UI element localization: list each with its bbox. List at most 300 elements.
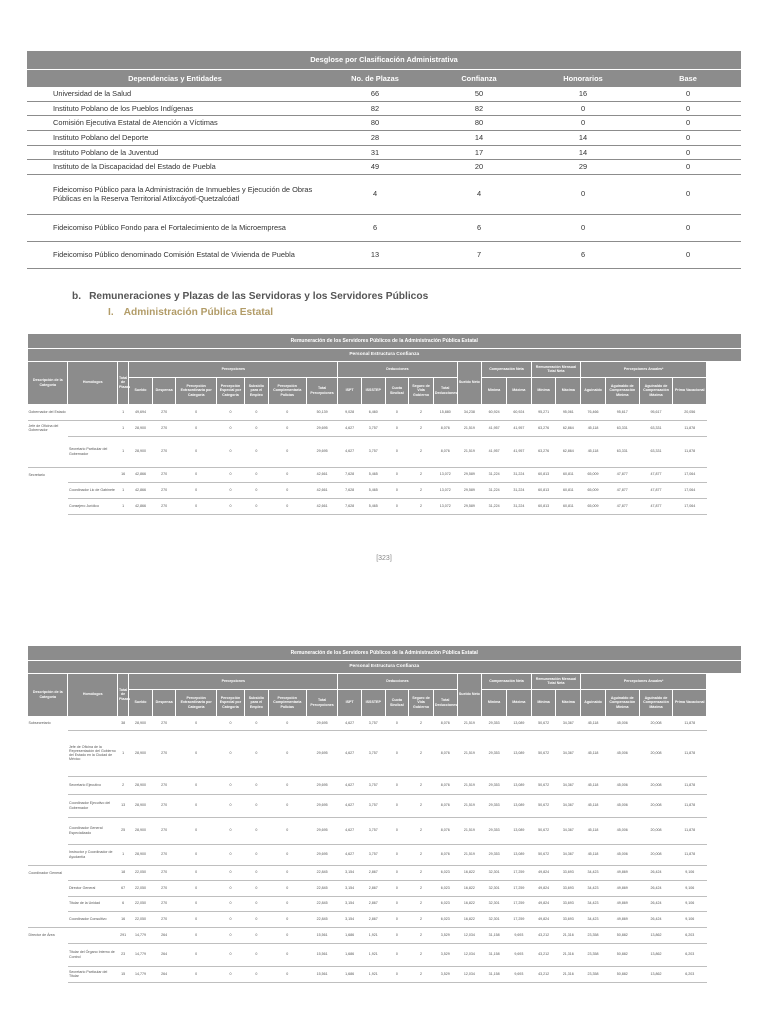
column-header: Sueldo xyxy=(129,377,153,404)
cell-value: 49,869 xyxy=(605,880,639,896)
cell-value: 13,089 xyxy=(506,730,531,776)
cell-value: 28,900 xyxy=(129,844,153,865)
cell-value: 47,877 xyxy=(639,467,673,482)
cell-value: 3,757 xyxy=(361,436,385,467)
column-header: Homólogos xyxy=(68,673,117,716)
cell-value: 95,061 xyxy=(556,404,581,420)
cell-value: 0 xyxy=(176,817,216,844)
cell-value: 41,957 xyxy=(482,420,507,436)
cell-value: 0 xyxy=(268,482,306,498)
cell-value: 2,867 xyxy=(361,865,385,880)
cell-value: 2,867 xyxy=(361,896,385,911)
cell-value: 0 xyxy=(245,482,269,498)
page-number: [323] xyxy=(376,555,392,562)
category-description xyxy=(28,911,68,927)
total-plazas: 25 xyxy=(117,817,128,844)
homologo: Jefe de Oficina de la Representación del Gobierno del Estado en la Ciudad de México xyxy=(68,730,117,776)
cell-value: 20,008 xyxy=(639,844,673,865)
cell-value: 17,259 xyxy=(506,865,531,880)
table-row xyxy=(28,865,742,880)
cell-value: 0 xyxy=(268,943,306,966)
cell-value: 2 xyxy=(409,404,434,420)
cell-value: 0 xyxy=(385,716,409,730)
cell-value: 0 xyxy=(245,911,269,927)
cell-value: 0 xyxy=(176,911,216,927)
group-header: Percepciones Anuales* xyxy=(581,673,707,689)
cell-value: 21,519 xyxy=(457,420,482,436)
cell-value: 0 xyxy=(245,730,269,776)
cell-value: 3,154 xyxy=(338,865,362,880)
cell-value: 2 xyxy=(409,966,434,982)
cell-value: 22,050 xyxy=(129,896,153,911)
cell-value: 14,779 xyxy=(129,927,153,943)
cell-value: 41,957 xyxy=(506,420,531,436)
cell-value: 34,367 xyxy=(556,716,581,730)
cell-value: 0 xyxy=(635,174,741,214)
cell-value: 0 xyxy=(268,880,306,896)
cell-value: 17,064 xyxy=(673,498,707,514)
cell-value: 20,008 xyxy=(639,776,673,794)
cell-value: 0 xyxy=(245,498,269,514)
cell-value: 33,693 xyxy=(556,865,581,880)
cell-value: 50,139 xyxy=(306,404,337,420)
cell-value: 33,693 xyxy=(556,880,581,896)
cell-value: 20,008 xyxy=(639,716,673,730)
cell-value: 29,589 xyxy=(457,482,482,498)
column-header: Total Deducciones xyxy=(433,377,457,404)
cell-value: 2 xyxy=(409,896,434,911)
cell-value: 20,008 xyxy=(639,817,673,844)
cell-value: 264 xyxy=(152,927,176,943)
table-row xyxy=(28,927,742,943)
homologo xyxy=(68,467,117,482)
cell-value: 82 xyxy=(323,101,427,116)
payroll-caption: Remuneración de los Servidores Públicos de la Administración Pública Estatal xyxy=(28,646,742,660)
cell-value: 50,672 xyxy=(531,794,556,817)
cell-value: 45,006 xyxy=(605,716,639,730)
classification-body xyxy=(27,87,741,268)
column-header: Prima Vacacional xyxy=(673,689,707,716)
category-description: Gobernador del Estado xyxy=(28,404,68,420)
cell-value: 21,519 xyxy=(457,817,482,844)
cell-value: 60,811 xyxy=(556,498,581,514)
cell-value: 50,882 xyxy=(605,966,639,982)
cell-value: 0 xyxy=(176,966,216,982)
cell-value: 43,212 xyxy=(531,943,556,966)
cell-value: 60,811 xyxy=(556,467,581,482)
cell-value: 28 xyxy=(323,130,427,145)
cell-value: 270 xyxy=(152,716,176,730)
cell-value: 29,353 xyxy=(482,794,507,817)
cell-value: 32,301 xyxy=(482,911,507,927)
cell-value: 9,028 xyxy=(338,404,362,420)
column-header: Subsidio para el Empleo xyxy=(245,689,269,716)
table-row xyxy=(28,844,742,865)
payroll-caption-row xyxy=(28,334,742,348)
payroll-body-2 xyxy=(28,716,742,982)
column-header: Total Deducciones xyxy=(433,689,457,716)
cell-value: 11,878 xyxy=(673,420,707,436)
total-plazas: 1 xyxy=(117,482,128,498)
cell-value: 45,006 xyxy=(605,794,639,817)
cell-value: 22,845 xyxy=(306,880,337,896)
category-description xyxy=(28,436,68,467)
table-row xyxy=(28,420,742,436)
cell-value: 26,424 xyxy=(639,865,673,880)
cell-value: 7,628 xyxy=(338,482,362,498)
cell-value: 28,900 xyxy=(129,794,153,817)
payroll-column-row xyxy=(28,377,742,404)
payroll-head xyxy=(28,334,742,404)
cell-value: 42,661 xyxy=(306,498,337,514)
cell-value: 60,924 xyxy=(482,404,507,420)
table-row xyxy=(28,911,742,927)
group-header: Compensación Neta xyxy=(482,673,531,689)
cell-value: 4 xyxy=(323,174,427,214)
cell-value: 0 xyxy=(216,498,244,514)
column-header: Percepción Especial por Categoría xyxy=(216,689,244,716)
cell-value: 4,627 xyxy=(338,794,362,817)
cell-value: 6 xyxy=(427,214,531,241)
cell-value: 66 xyxy=(323,87,427,101)
payroll-head xyxy=(28,646,742,716)
cell-value: 0 xyxy=(216,436,244,467)
column-header: Confianza xyxy=(427,69,531,87)
category-description: Coordinador General xyxy=(28,865,68,880)
cell-value: 13 xyxy=(323,241,427,268)
cell-value: 0 xyxy=(176,498,216,514)
column-header: Cuota Sindical xyxy=(385,377,409,404)
cell-value: 28,900 xyxy=(129,776,153,794)
cell-value: 29,353 xyxy=(482,716,507,730)
homologo: Coordinador General Especializado xyxy=(68,817,117,844)
homologo xyxy=(68,420,117,436)
cell-value: 0 xyxy=(385,927,409,943)
cell-value: 11,878 xyxy=(673,844,707,865)
column-header: Despensa xyxy=(152,689,176,716)
cell-value: 270 xyxy=(152,730,176,776)
cell-value: 15,561 xyxy=(306,943,337,966)
section-heading-i-label: I. xyxy=(108,307,114,318)
cell-value: 0 xyxy=(245,880,269,896)
payroll-subcaption-row xyxy=(28,348,742,361)
cell-value: 3,154 xyxy=(338,880,362,896)
cell-value: 8,076 xyxy=(433,794,457,817)
total-plazas: 18 xyxy=(117,865,128,880)
cell-value: 13,862 xyxy=(639,966,673,982)
cell-value: 6,023 xyxy=(433,911,457,927)
cell-value: 60,811 xyxy=(556,482,581,498)
column-header: Aguinaldo de Compensación Mínima xyxy=(605,689,639,716)
cell-value: 16,822 xyxy=(457,865,482,880)
cell-value: 0 xyxy=(245,404,269,420)
cell-value: 2 xyxy=(409,776,434,794)
column-header: ISSSTEP xyxy=(361,377,385,404)
group-header: Remuneración Mensual Total Neta xyxy=(531,673,580,689)
cell-value: 11,878 xyxy=(673,436,707,467)
cell-value: 49,694 xyxy=(129,404,153,420)
cell-value: 0 xyxy=(531,174,635,214)
homologo: Consejero Jurídico xyxy=(68,498,117,514)
cell-value: 34,423 xyxy=(581,865,606,880)
cell-value: 0 xyxy=(245,817,269,844)
cell-value: 0 xyxy=(216,482,244,498)
cell-value: 12,034 xyxy=(457,943,482,966)
table-row xyxy=(27,214,741,241)
cell-value: 0 xyxy=(176,716,216,730)
cell-value: 1,921 xyxy=(361,966,385,982)
cell-value: 21,519 xyxy=(457,776,482,794)
cell-value: 60,813 xyxy=(531,467,556,482)
cell-value: 29 xyxy=(531,160,635,175)
cell-value: 63,331 xyxy=(639,436,673,467)
cell-value: 3,757 xyxy=(361,730,385,776)
category-description xyxy=(28,880,68,896)
cell-value: 14,779 xyxy=(129,966,153,982)
homologo: Titular de la Unidad xyxy=(68,896,117,911)
cell-value: 31,224 xyxy=(482,498,507,514)
cell-value: 3,757 xyxy=(361,817,385,844)
payroll-group-row xyxy=(28,361,742,377)
cell-value: 0 xyxy=(268,467,306,482)
cell-value: 26,424 xyxy=(639,911,673,927)
cell-value: 0 xyxy=(176,420,216,436)
cell-value: 5,465 xyxy=(361,498,385,514)
cell-value: 3,154 xyxy=(338,896,362,911)
cell-value: 0 xyxy=(635,160,741,175)
cell-value: 45,118 xyxy=(581,794,606,817)
table-row xyxy=(27,241,741,268)
cell-value: 31,224 xyxy=(506,498,531,514)
cell-value: 21,519 xyxy=(457,436,482,467)
cell-value: 62,864 xyxy=(556,420,581,436)
total-plazas: 6 xyxy=(117,896,128,911)
cell-value: 47,877 xyxy=(639,498,673,514)
cell-value: 15,880 xyxy=(433,404,457,420)
cell-value: 65,009 xyxy=(581,498,606,514)
homologo: Secretario Particular del Gobernador xyxy=(68,436,117,467)
column-header: Percepción Especial por Categoría xyxy=(216,377,244,404)
cell-value: 0 xyxy=(385,943,409,966)
cell-value: 31,224 xyxy=(506,482,531,498)
table-row xyxy=(28,794,742,817)
column-header: Máxima xyxy=(556,377,581,404)
cell-value: 2 xyxy=(409,730,434,776)
cell-value: 2 xyxy=(409,844,434,865)
cell-value: 5,465 xyxy=(361,467,385,482)
cell-value: 45,118 xyxy=(581,776,606,794)
total-plazas: 1 xyxy=(117,404,128,420)
cell-value: 0 xyxy=(176,482,216,498)
cell-value: 28,900 xyxy=(129,716,153,730)
cell-value: 0 xyxy=(268,420,306,436)
cell-value: 0 xyxy=(245,896,269,911)
cell-value: 270 xyxy=(152,896,176,911)
cell-value: 0 xyxy=(635,87,741,101)
cell-value: 29,353 xyxy=(482,730,507,776)
cell-value: 16 xyxy=(531,87,635,101)
cell-value: 17,064 xyxy=(673,467,707,482)
cell-value: 4,627 xyxy=(338,716,362,730)
cell-value: 9,693 xyxy=(506,943,531,966)
cell-value: 34,423 xyxy=(581,896,606,911)
cell-value: 29,353 xyxy=(482,817,507,844)
cell-value: 29,695 xyxy=(306,420,337,436)
homologo: Director General xyxy=(68,880,117,896)
cell-value: 34,367 xyxy=(556,844,581,865)
cell-value: 0 xyxy=(216,817,244,844)
total-plazas: 15 xyxy=(117,966,128,982)
entity-name: Instituto Poblano de los Pueblos Indígenas xyxy=(27,101,323,116)
cell-value: 6,023 xyxy=(433,865,457,880)
cell-value: 0 xyxy=(635,214,741,241)
payroll-subcaption-row xyxy=(28,660,742,673)
cell-value: 0 xyxy=(176,436,216,467)
cell-value: 42,866 xyxy=(129,498,153,514)
cell-value: 0 xyxy=(268,817,306,844)
cell-value: 14 xyxy=(531,130,635,145)
cell-value: 45,006 xyxy=(605,844,639,865)
cell-value: 13,072 xyxy=(433,482,457,498)
column-header: Total Percepciones xyxy=(306,689,337,716)
cell-value: 21,519 xyxy=(457,716,482,730)
category-description: Subsecretario xyxy=(28,716,68,730)
cell-value: 41,957 xyxy=(482,436,507,467)
cell-value: 2 xyxy=(409,880,434,896)
total-plazas: 1 xyxy=(117,844,128,865)
cell-value: 0 xyxy=(176,776,216,794)
table-row xyxy=(27,160,741,175)
cell-value: 49,824 xyxy=(531,896,556,911)
section-heading-b xyxy=(72,291,428,302)
cell-value: 29,695 xyxy=(306,776,337,794)
entity-name: Fideicomiso Público denominado Comisión Estatal de Vivienda de Puebla xyxy=(27,241,323,268)
cell-value: 65,009 xyxy=(581,482,606,498)
table-row xyxy=(27,174,741,214)
homologo: Titular del Órgano Interno de Control xyxy=(68,943,117,966)
cell-value: 49,869 xyxy=(605,865,639,880)
cell-value: 6,023 xyxy=(433,896,457,911)
cell-value: 16,822 xyxy=(457,896,482,911)
cell-value: 0 xyxy=(531,214,635,241)
cell-value: 28,900 xyxy=(129,436,153,467)
cell-value: 15,561 xyxy=(306,966,337,982)
cell-value: 2,867 xyxy=(361,911,385,927)
cell-value: 13,072 xyxy=(433,498,457,514)
cell-value: 6,023 xyxy=(433,880,457,896)
cell-value: 0 xyxy=(268,404,306,420)
column-header: Homólogos xyxy=(68,361,117,404)
cell-value: 29,695 xyxy=(306,730,337,776)
cell-value: 50,672 xyxy=(531,844,556,865)
cell-value: 270 xyxy=(152,865,176,880)
column-header: Mínima xyxy=(531,377,556,404)
cell-value: 270 xyxy=(152,794,176,817)
column-header: Máxima xyxy=(556,689,581,716)
total-plazas: 38 xyxy=(117,716,128,730)
cell-value: 9,106 xyxy=(673,896,707,911)
homologo: Coordinador Lic de Gabinete xyxy=(68,482,117,498)
cell-value: 8,076 xyxy=(433,817,457,844)
cell-value: 34,238 xyxy=(457,404,482,420)
cell-value: 33,693 xyxy=(556,896,581,911)
cell-value: 16,822 xyxy=(457,880,482,896)
column-header: Sueldo xyxy=(129,689,153,716)
cell-value: 8,076 xyxy=(433,436,457,467)
cell-value: 0 xyxy=(176,794,216,817)
payroll-body-1 xyxy=(28,404,742,514)
cell-value: 49,824 xyxy=(531,880,556,896)
category-description xyxy=(28,844,68,865)
homologo: Coordinador Ejecutivo del Gobernador xyxy=(68,794,117,817)
cell-value: 11,878 xyxy=(673,794,707,817)
cell-value: 31,158 xyxy=(482,966,507,982)
category-description: Director de Área xyxy=(28,927,68,943)
cell-value: 6 xyxy=(531,241,635,268)
cell-value: 0 xyxy=(216,966,244,982)
column-header: Máxima xyxy=(506,377,531,404)
cell-value: 95,271 xyxy=(531,404,556,420)
cell-value: 0 xyxy=(268,966,306,982)
cell-value: 0 xyxy=(176,844,216,865)
payroll-column-row xyxy=(28,689,742,716)
cell-value: 0 xyxy=(176,943,216,966)
total-plazas: 16 xyxy=(117,911,128,927)
cell-value: 45,006 xyxy=(605,730,639,776)
cell-value: 22,050 xyxy=(129,880,153,896)
cell-value: 0 xyxy=(385,911,409,927)
cell-value: 63,331 xyxy=(639,420,673,436)
cell-value: 0 xyxy=(245,943,269,966)
homologo xyxy=(68,927,117,943)
table-row xyxy=(28,817,742,844)
cell-value: 9,106 xyxy=(673,865,707,880)
cell-value: 22,845 xyxy=(306,911,337,927)
cell-value: 2 xyxy=(409,817,434,844)
cell-value: 0 xyxy=(531,101,635,116)
cell-value: 32,301 xyxy=(482,880,507,896)
table-row xyxy=(28,498,742,514)
cell-value: 2 xyxy=(409,498,434,514)
cell-value: 32,301 xyxy=(482,865,507,880)
category-description xyxy=(28,498,68,514)
cell-value: 13,072 xyxy=(433,467,457,482)
cell-value: 0 xyxy=(268,794,306,817)
payroll-caption-row xyxy=(28,646,742,660)
cell-value: 3,154 xyxy=(338,911,362,927)
cell-value: 1,686 xyxy=(338,943,362,966)
classification-caption-row xyxy=(27,51,741,69)
cell-value: 95,617 xyxy=(605,404,639,420)
cell-value: 270 xyxy=(152,880,176,896)
payroll-col xyxy=(707,646,741,982)
column-header: Base xyxy=(635,69,741,87)
cell-value: 0 xyxy=(635,241,741,268)
cell-value: 0 xyxy=(268,716,306,730)
homologo: Secretario Ejecutivo xyxy=(68,776,117,794)
cell-value: 28,900 xyxy=(129,817,153,844)
payroll-group-row xyxy=(28,673,742,689)
cell-value: 21,316 xyxy=(556,966,581,982)
cell-value: 11,878 xyxy=(673,817,707,844)
cell-value: 270 xyxy=(152,844,176,865)
cell-value: 0 xyxy=(635,101,741,116)
cell-value: 0 xyxy=(216,865,244,880)
cell-value: 50,672 xyxy=(531,776,556,794)
cell-value: 0 xyxy=(245,776,269,794)
column-header: Sueldo Neto xyxy=(457,361,482,404)
cell-value: 50,672 xyxy=(531,817,556,844)
